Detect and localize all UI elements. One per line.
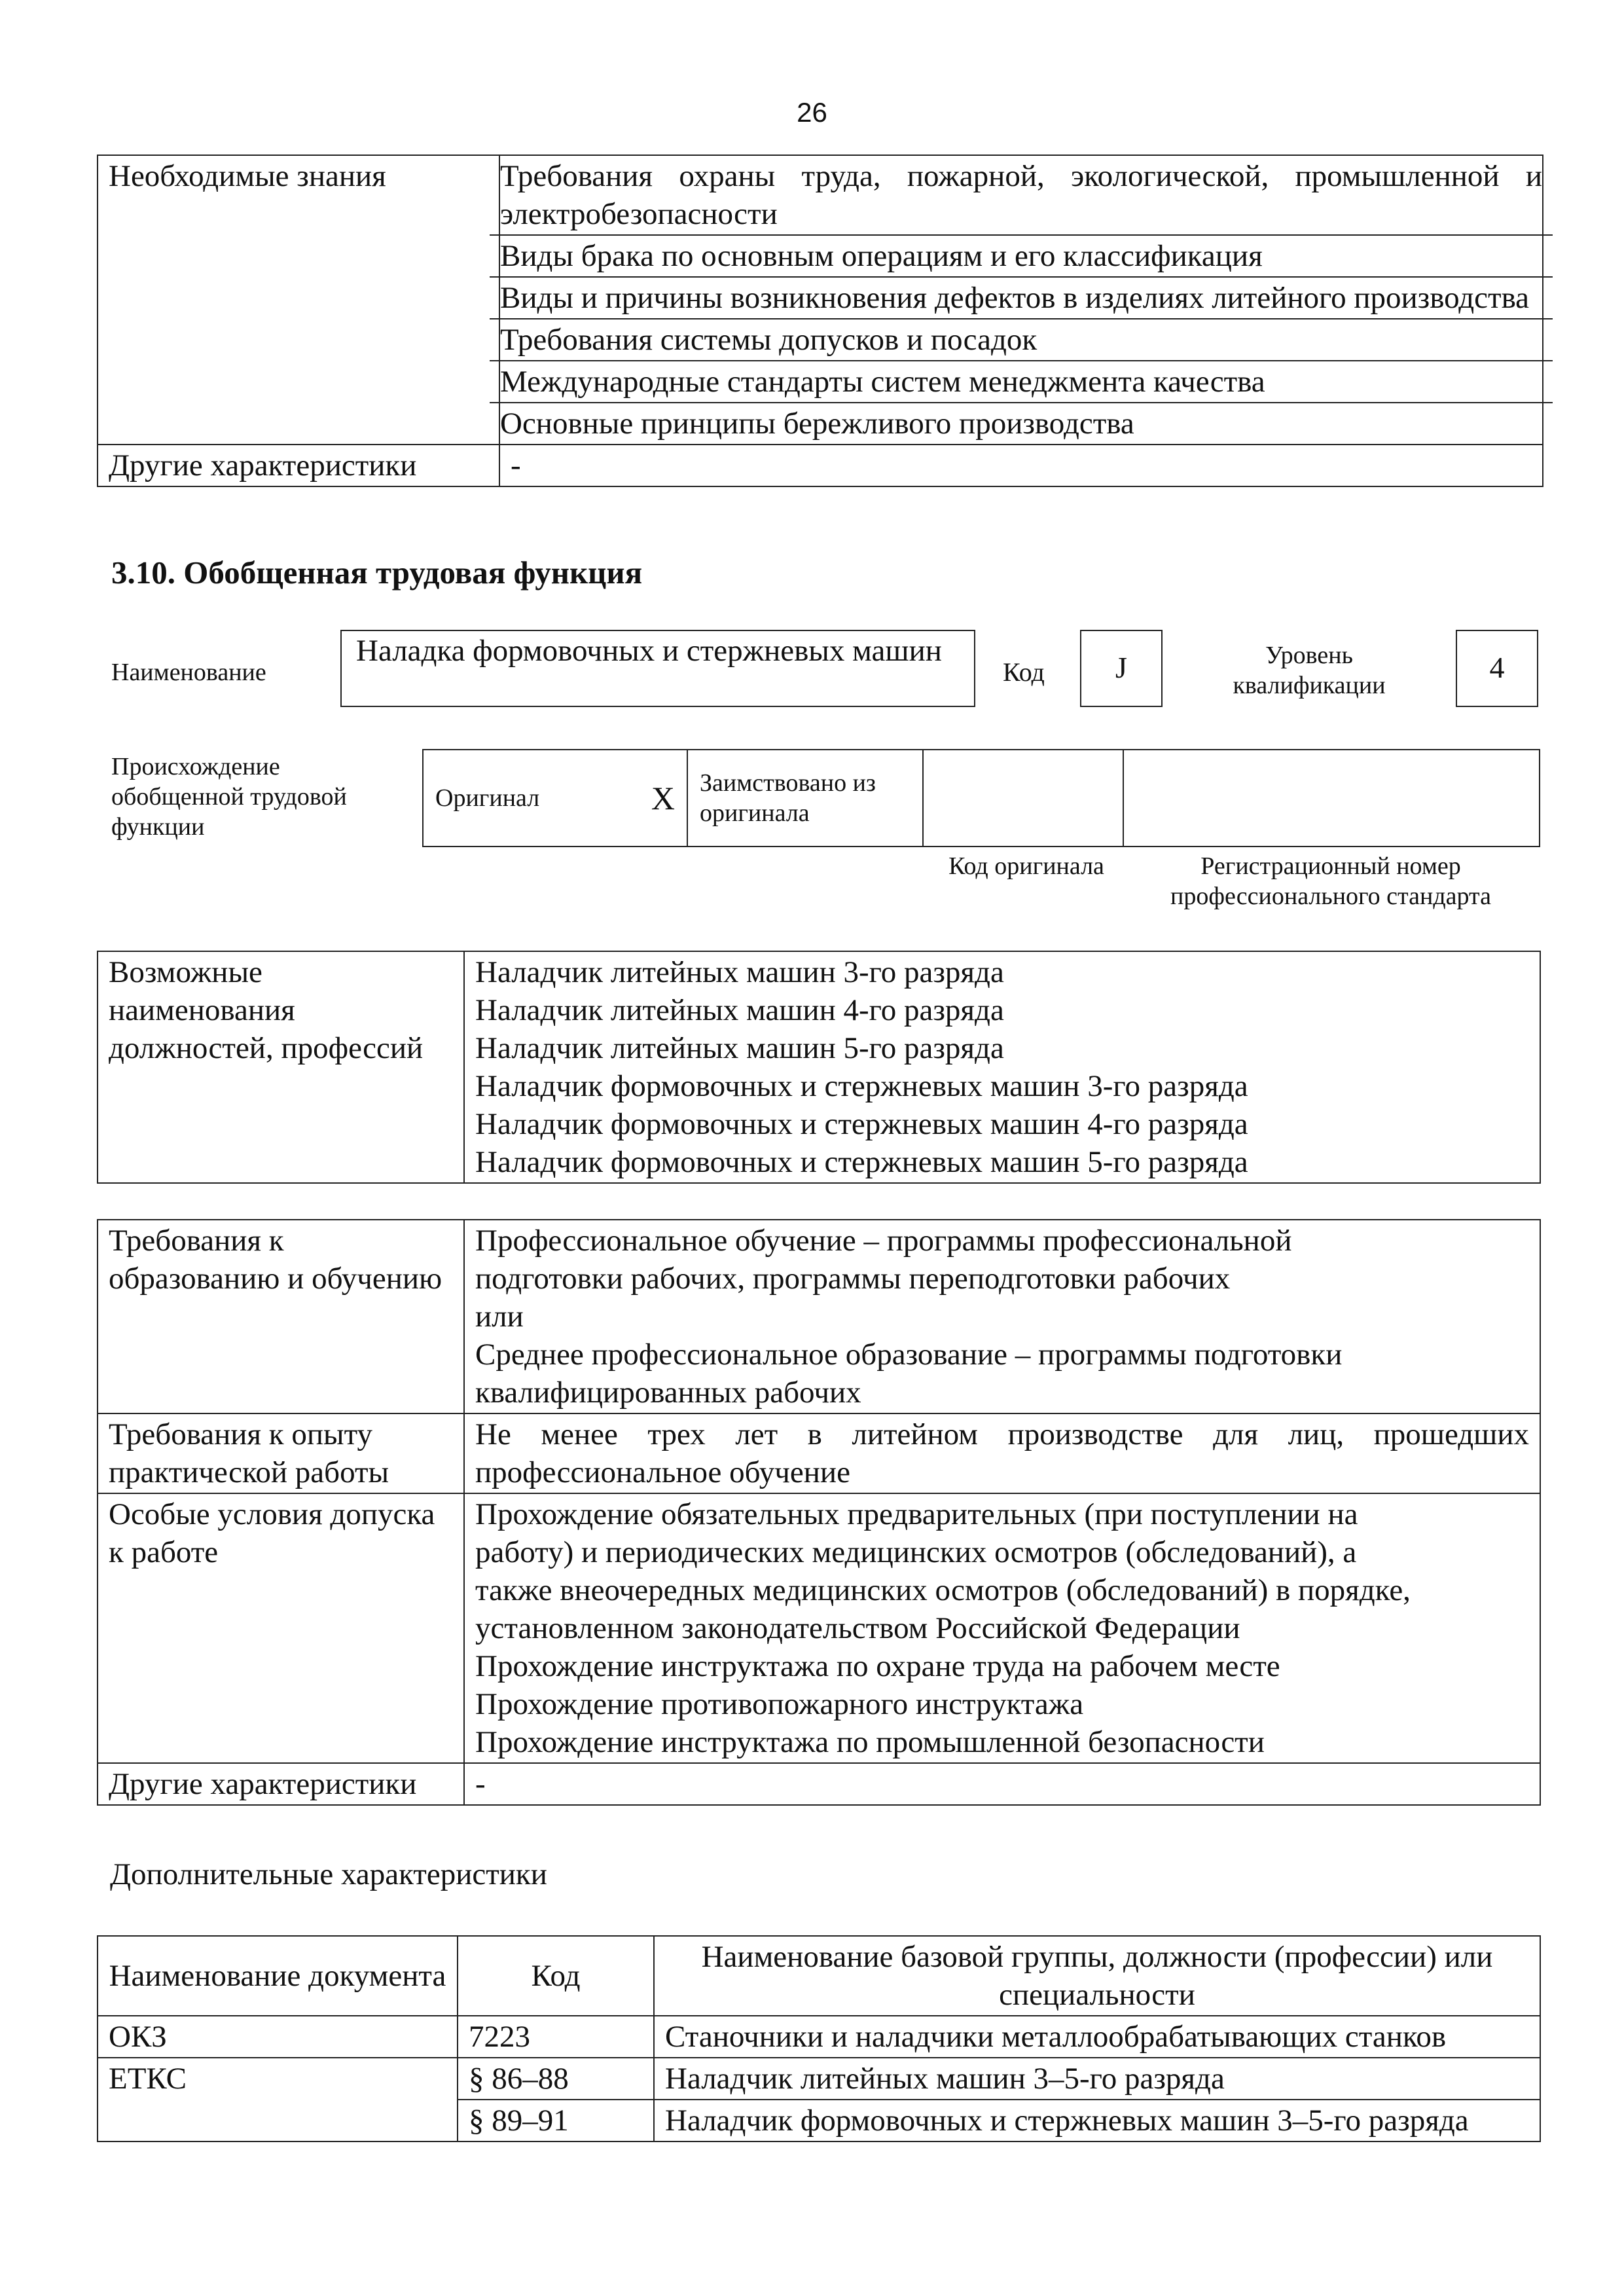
requirements-table [97,1219,1541,1806]
education-line: квалифицированных рабочих [475,1376,861,1410]
row-document: ОКЗ [98,2016,458,2058]
table-row [98,2016,1540,2058]
knowledge-item: Виды брака по основным операциям и его классификация [490,236,1553,278]
knowledge-label: Необходимые знания [98,155,499,445]
knowledge-table [97,155,1543,487]
row-code: § 89–91 [458,2100,654,2141]
origin-reg-cell [1123,750,1540,847]
condition-line: установленном законодательством Российской Федерации [475,1611,1240,1645]
conditions-value [464,1493,1540,1763]
function-name-value: Наладка формовочных и стержневых машин [340,630,975,707]
position-item: Наладчик литейных машин 5-го разряда [475,1031,1004,1065]
row-name: Станочники и наладчики металлообрабатывающих станков [654,2016,1540,2058]
condition-line: Прохождение инструктажа по охране труда на рабочем месте [475,1649,1280,1683]
table-row [98,2058,1540,2100]
education-line: или [475,1300,524,1334]
qualification-level-value: 4 [1456,630,1538,707]
position-item: Наладчик литейных машин 4-го разряда [475,993,1004,1027]
origin-code-cell [923,750,1123,847]
conditions-label: Особые условия допуска к работе [98,1493,464,1763]
row-code: 7223 [458,2016,654,2058]
requirements-other-value: - [464,1763,1540,1805]
section-title: 3.10. Обобщенная трудовая функция [111,555,643,591]
row-name: Наладчик литейных машин 3–5-го разряда [654,2058,1540,2100]
positions-table [97,951,1541,1184]
requirements-other-label: Другие характеристики [98,1763,464,1805]
position-item: Наладчик литейных машин 3-го разряда [475,955,1004,989]
condition-line: Прохождение инструктажа по промышленной безопасности [475,1725,1265,1759]
knowledge-item: Требования охраны труда, пожарной, экологической, промышленной и электробезопасности [490,156,1553,236]
experience-value: Не менее трех лет в литейном производстве для лиц, прошедших профессиональное обучение [464,1413,1540,1493]
other-characteristics-value: - [499,445,1543,486]
additional-table [97,1935,1541,2142]
row-document: ЕТКС [98,2058,458,2141]
function-code-value: J [1080,630,1163,707]
origin-original-mark: X [651,780,675,816]
condition-line: Прохождение противопожарного инструктажа [475,1687,1084,1721]
education-line: Среднее профессиональное образование – программы подготовки [475,1338,1343,1372]
origin-original-label: Оригинал [435,784,540,812]
origin-original-cell [423,750,687,847]
knowledge-list [499,155,1543,445]
header-document: Наименование документа [98,1936,458,2016]
knowledge-item: Международные стандарты систем менеджмента качества [490,361,1553,403]
additional-title: Дополнительные характеристики [110,1857,547,1891]
function-code-label: Код [1003,657,1045,687]
condition-line: Прохождение обязательных предварительных (при поступлении на [475,1497,1358,1531]
function-name-label: Наименование [111,659,266,686]
education-line: подготовки рабочих, программы переподготовки рабочих [475,1262,1231,1296]
positions-list [464,951,1540,1183]
knowledge-item: Требования системы допусков и посадок [490,319,1553,361]
condition-line: также внеочередных медицинских осмотров (обследований) в порядке, [475,1573,1411,1607]
condition-line: работу) и периодических медицинских осмотров (обследований), а [475,1535,1357,1569]
position-item: Наладчик формовочных и стержневых машин 5-го разряда [475,1145,1248,1179]
experience-label: Требования к опыту практической работы [98,1413,464,1493]
education-value [464,1220,1540,1413]
header-name: Наименование базовой группы, должности (профессии) или специальности [654,1936,1540,2016]
origin-table [422,749,1540,847]
origin-borrowed-label: Заимствовано из оригинала [687,750,923,847]
origin-label: Происхождение обобщенной трудовой функции [111,753,347,841]
row-code: § 86–88 [458,2058,654,2100]
education-line: Профессиональное обучение – программы профессиональной [475,1224,1292,1258]
knowledge-item: Виды и причины возникновения дефектов в изделиях литейного производства [490,278,1553,319]
other-characteristics-label: Другие характеристики [98,445,499,486]
row-name: Наладчик формовочных и стержневых машин 3–5-го разряда [654,2100,1540,2141]
position-item: Наладчик формовочных и стержневых машин 4-го разряда [475,1107,1248,1141]
origin-reg-caption: Регистрационный номер профессионального стандарта [1170,852,1491,910]
qualification-level-label: Уровень квалификации [1233,642,1386,699]
origin-code-caption: Код оригинала [948,852,1104,880]
header-code: Код [458,1936,654,2016]
page-number: 26 [797,97,827,128]
position-item: Наладчик формовочных и стержневых машин 3-го разряда [475,1069,1248,1103]
positions-label: Возможные наименования должностей, профессий [98,951,464,1183]
knowledge-item: Основные принципы бережливого производства [500,407,1134,441]
education-label: Требования к образованию и обучению [98,1220,464,1413]
